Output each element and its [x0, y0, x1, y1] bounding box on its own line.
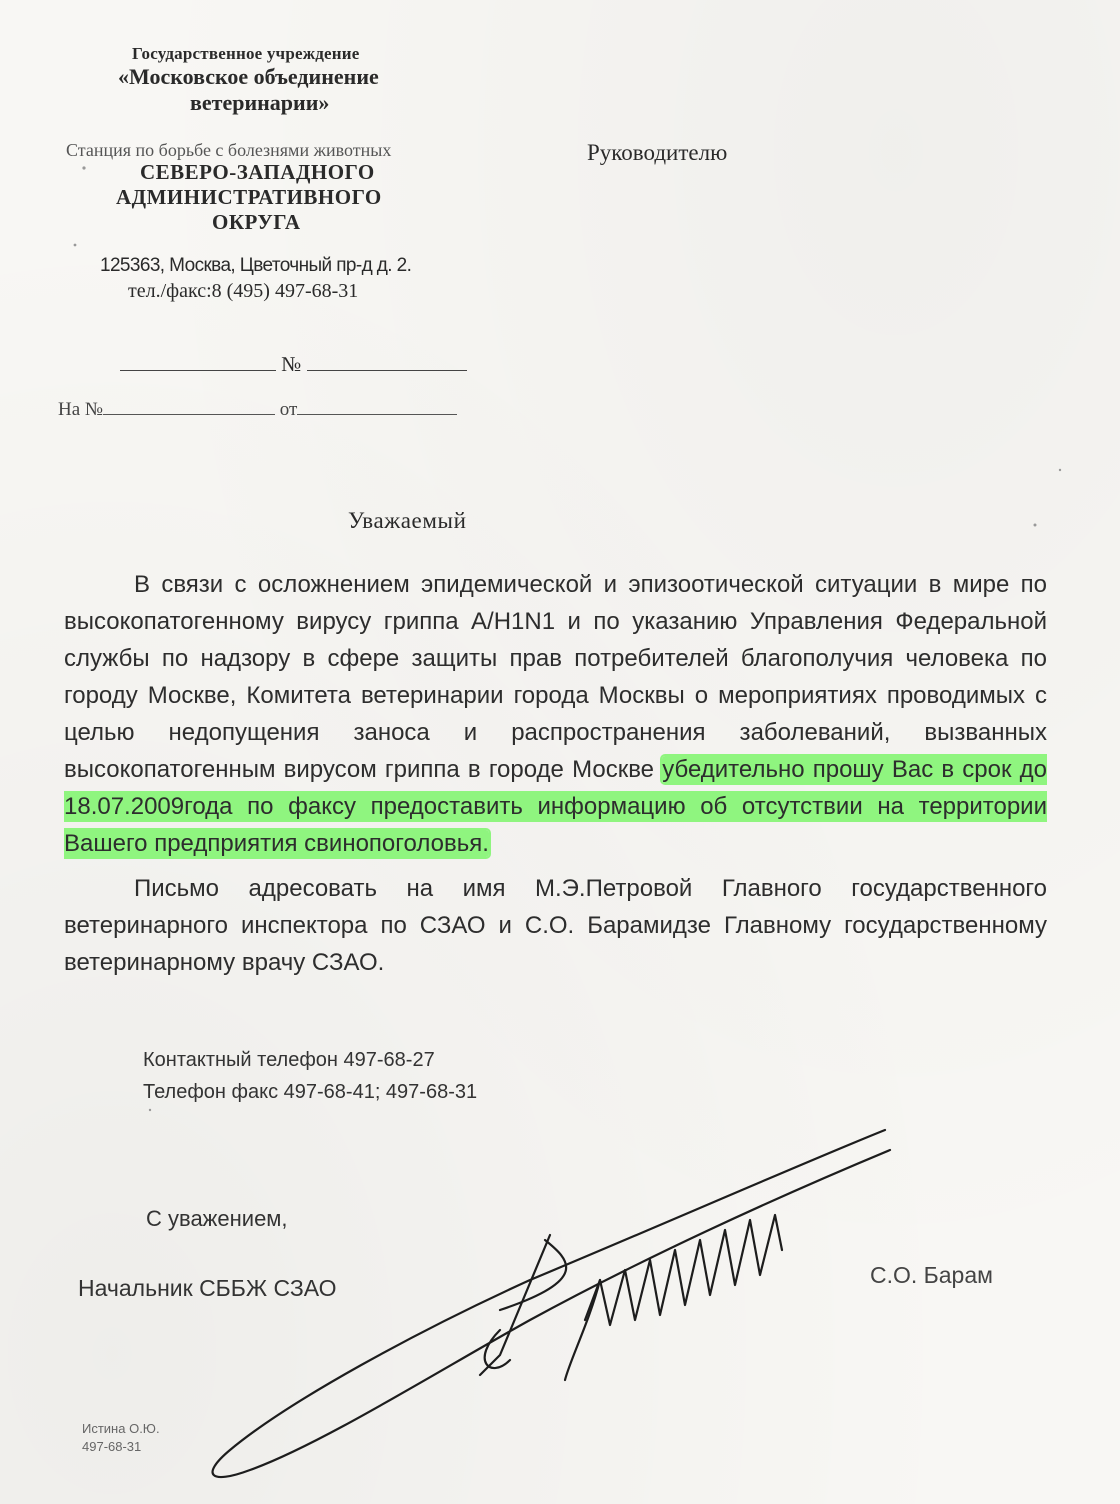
org-name-line1: «Московское объединение [118, 64, 379, 89]
recipient: Руководителю [587, 140, 728, 165]
contacts-block [143, 1044, 477, 1108]
closing: С уважением, [146, 1206, 288, 1231]
handwritten-signature [170, 1120, 940, 1490]
number-sign: № [281, 352, 302, 376]
station-name-line1: СЕВЕРО-ЗАПАДНОГО [140, 160, 375, 184]
number-blank [307, 352, 467, 371]
fax-phone: Телефон факс 497-68-41; 497-68-31 [143, 1081, 478, 1103]
signer-name: С.О. Барам [870, 1262, 993, 1288]
date-blank [120, 352, 276, 371]
org-address: 125363, Москва, Цветочный пр-д д. 2. [100, 255, 412, 276]
station-name-line2: АДМИНИСТРАТИВНОГО [116, 185, 382, 209]
org-type: Государственное учреждение [132, 44, 360, 63]
body-paragraph-1 [64, 566, 1047, 862]
body-paragraph-2: Письмо адресовать на имя М.Э.Петровой Главного государственного ветеринарного инспектора по СЗАО и С.О. Барамидзе Главному государственному ветеринарному врачу СЗАО. [64, 875, 1047, 976]
outgoing-number-line [120, 352, 467, 377]
station-name-line3: ОКРУГА [212, 210, 301, 234]
reply-prefix: На № [58, 399, 104, 420]
letter-body [64, 566, 1047, 981]
executor-phone: 497-68-31 [82, 1439, 142, 1454]
executor-block [82, 1420, 160, 1456]
org-name-line2: ветеринарии» [190, 90, 330, 115]
contact-phone: Контактный телефон 497-68-27 [143, 1049, 435, 1071]
highlighted-request: убедительно прошу Вас в срок до 18.07.2009года по факсу предоставить информацию об отсутствии на территории Вашего предприятия свинопоголовья. [64, 756, 1048, 857]
body-p1-text: В связи с осложнением эпидемической и эпизоотической ситуации в мире по высокопатогенному вирусу гриппа A/H1N1 и по указанию Управления Федеральной службы по надзору в сфере защиты прав потребителей благополучия человека по городу Москве, Комитета ветеринарии города Москвы о мероприятиях проводимых с целью недопущения заноса и распространения заболеваний, вызванных высокопатогенным вирусом гриппа в городе Москве [64, 571, 1047, 783]
reply-number-blank [103, 398, 275, 415]
salutation: Уважаемый [348, 508, 467, 533]
reply-reference-line [58, 398, 457, 421]
org-phone-fax: тел./факс:8 (495) 497-68-31 [128, 280, 359, 302]
station-subtitle: Станция по борьбе с болезнями животных [66, 140, 392, 160]
executor-name: Истина О.Ю. [82, 1421, 160, 1436]
signer-position: Начальник СББЖ СЗАО [78, 1275, 337, 1301]
reply-from: от [279, 399, 298, 420]
reply-date-blank [297, 398, 457, 415]
